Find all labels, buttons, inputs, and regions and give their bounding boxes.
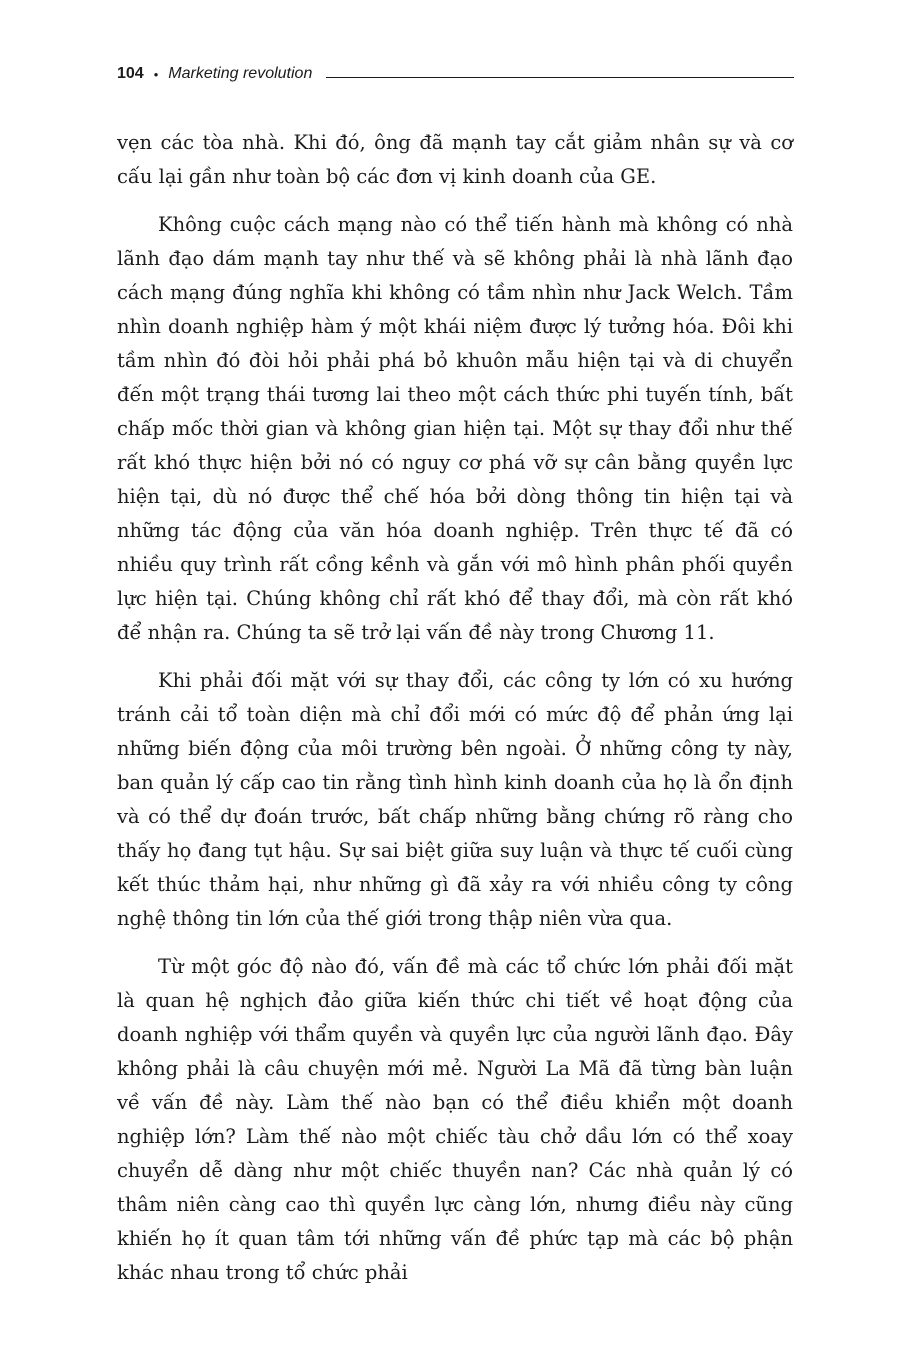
paragraph: Không cuộc cách mạng nào có thể tiến hành mà không có nhà lãnh đạo dám mạnh tay như thế và sẽ không phải là nhà lãnh đạo cách mạng đúng nghĩa khi không có tầm nhìn như Jack Welch. Tầm nhìn doanh nghiệp hàm ý một khái niệm được lý tưởng hóa. Đôi khi tầm nhìn đó đòi hỏi phải phá bỏ khuôn mẫu hiện tại và di chuyển đến một trạng thái tương lai theo một cách thức phi tuyến tính, bất chấp mốc thời gian và không gian hiện tại. Một sự thay đổi như thế rất khó thực hiện bởi nó có nguy cơ phá vỡ sự cân bằng quyền lực hiện tại, dù nó được thể chế hóa bởi dòng thông tin hiện tại và những tác động của văn hóa doanh nghiệp. Trên thực tế đã có nhiều quy trình rất cồng kềnh và gắn với mô hình phân phối quyền lực hiện tại. Chúng không chỉ rất khó để thay đổi, mà còn rất khó để nhận ra. Chúng ta sẽ trở lại vấn đề này trong Chương 11. — [117, 213, 793, 644]
body-text — [117, 126, 793, 1304]
paragraph: Khi phải đối mặt với sự thay đổi, các công ty lớn có xu hướng tránh cải tổ toàn diện mà chỉ đổi mới có mức độ để phản ứng lại những biến động của môi trường bên ngoài. Ở những công ty này, ban quản lý cấp cao tin rằng tình hình kinh doanh của họ là ổn định và có thể dự đoán trước, bất chấp những bằng chứng rõ ràng cho thấy họ đang tụt hậu. Sự sai biệt giữa suy luận và thực tế cuối cùng kết thúc thảm hại, như những gì đã xảy ra với nhiều công ty công nghệ thông tin lớn của thế giới trong thập niên vừa qua. — [117, 669, 793, 930]
page-number: 104 — [117, 65, 144, 82]
header-rule — [326, 77, 794, 78]
paragraph-continued: vẹn các tòa nhà. Khi đó, ông đã mạnh tay cắt giảm nhân sự và cơ cấu lại gần như toàn bộ các đơn vị kinh doanh của GE. — [117, 131, 793, 188]
running-header — [117, 62, 794, 86]
paragraph: Từ một góc độ nào đó, vấn đề mà các tổ chức lớn phải đối mặt là quan hệ nghịch đảo giữa kiến thức chi tiết về hoạt động của doanh nghiệp với thẩm quyền và quyền lực của người lãnh đạo. Đây không phải là câu chuyện mới mẻ. Người La Mã đã từng bàn luận về vấn đề này. Làm thế nào bạn có thể điều khiển một doanh nghiệp lớn? Làm thế nào một chiếc tàu chở dầu lớn có thể xoay chuyển dễ dàng như một chiếc thuyền nan? Các nhà quản lý có thâm niên càng cao thì quyền lực càng lớn, nhưng điều này cũng khiến họ ít quan tâm tới những vấn đề phức tạp mà các bộ phận khác nhau trong tổ chức phải — [117, 955, 793, 1284]
header-bullet-separator: • — [153, 66, 159, 82]
running-title: Marketing revolution — [168, 65, 313, 82]
